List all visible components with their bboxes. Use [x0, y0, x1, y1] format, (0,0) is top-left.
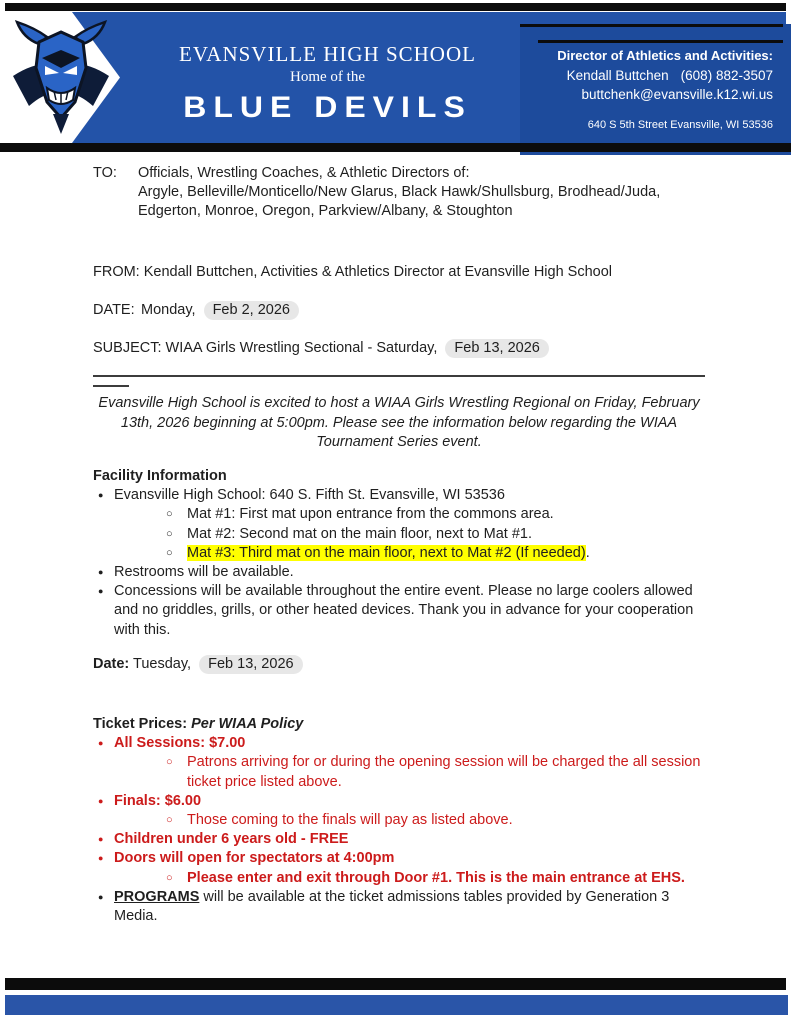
from-text: Kendall Buttchen, Activities & Athletics Director at Evansville High School — [143, 263, 613, 280]
children-free: Children under 6 years old - FREE — [114, 831, 349, 848]
footer-blue-bar — [5, 995, 788, 1015]
to-line: Argyle, Belleville/Monticello/New Glarus, Black Hawk/Shullsburg, Brodhead/Juda, — [138, 184, 661, 201]
date-chip[interactable]: Feb 2, 2026 — [204, 301, 299, 320]
subject-row — [93, 339, 705, 358]
bullet-icon: ● — [98, 586, 104, 597]
banner-center-text — [135, 42, 520, 126]
school-name: EVANSVILLE HIGH SCHOOL — [179, 42, 476, 66]
intro-line: Tournament Series event. — [316, 433, 482, 450]
contact-email: buttchenk@evansville.k12.wi.us — [581, 87, 773, 102]
date-row — [93, 301, 705, 320]
event-date-label: Date: — [93, 655, 130, 672]
decorative-line-2 — [538, 40, 783, 43]
date-chip[interactable]: Feb 13, 2026 — [445, 339, 548, 358]
event-date-prefix: Tuesday, — [133, 655, 192, 672]
date-prefix: Monday, — [141, 302, 196, 318]
tickets-policy: Per WIAA Policy — [191, 716, 304, 733]
to-label: TO: — [93, 165, 117, 181]
list-item — [93, 505, 705, 524]
to-recipients — [138, 164, 698, 222]
contact-title: Director of Athletics and Activities: — [557, 48, 773, 63]
bullet-icon: ● — [98, 567, 104, 578]
mat1-text: Mat #1: First mat upon entrance from the commons area. — [187, 506, 554, 523]
bullet-icon: ● — [98, 795, 104, 806]
list-item — [93, 888, 705, 926]
list-item — [93, 544, 705, 563]
tickets-heading-label: Ticket Prices: — [93, 716, 188, 733]
list-item — [93, 830, 705, 849]
list-item — [93, 753, 705, 791]
date-chip[interactable]: Feb 13, 2026 — [199, 655, 302, 674]
contact-name-phone — [493, 68, 773, 83]
mat2-text: Mat #2: Second mat on the main floor, next to Mat #1. — [187, 525, 532, 542]
memo-body — [93, 158, 705, 926]
list-item — [93, 525, 705, 544]
from-label: FROM: — [93, 263, 140, 280]
programs-label: PROGRAMS — [114, 888, 200, 905]
to-line: Edgerton, Monroe, Oregon, Parkview/Albany, & Stoughton — [138, 203, 513, 220]
facility-address: Evansville High School: 640 S. Fifth St. Evansville, WI 53536 — [114, 487, 505, 504]
intro-paragraph — [93, 394, 705, 452]
list-item — [93, 811, 705, 830]
divider-rule — [93, 375, 705, 377]
all-sessions-price: All Sessions: $7.00 — [114, 735, 246, 752]
mat3-highlighted-text: Mat #3: Third mat on the main floor, next to Mat #2 (If needed) — [187, 544, 586, 561]
school-tagline: Home of the — [290, 69, 365, 85]
contact-name: Kendall Buttchen — [566, 68, 669, 83]
bullet-icon: ● — [98, 738, 104, 749]
restrooms-text: Restrooms will be available. — [114, 564, 294, 581]
doors-note: Please enter and exit through Door #1. This is the main entrance at EHS. — [187, 869, 685, 886]
list-item — [93, 869, 705, 888]
circle-bullet-icon: ○ — [166, 527, 173, 540]
circle-bullet-icon: ○ — [166, 508, 173, 521]
bullet-icon: ● — [98, 490, 104, 501]
bullet-icon: ● — [98, 834, 104, 845]
list-item — [93, 734, 705, 753]
facility-heading: Facility Information — [93, 468, 227, 485]
finals-price: Finals: $6.00 — [114, 792, 202, 809]
to-row — [93, 158, 705, 241]
decorative-line-1 — [520, 24, 783, 27]
team-name: BLUE DEVILS — [183, 90, 472, 124]
programs-text: will be available at the ticket admissions tables provided by Generation 3 Media. — [114, 888, 670, 925]
doors-open: Doors will open for spectators at 4:00pm — [114, 850, 395, 867]
contact-block — [493, 48, 773, 131]
list-item — [93, 849, 705, 868]
circle-bullet-icon: ○ — [166, 756, 173, 769]
date-label: DATE: — [93, 302, 135, 318]
tickets-heading — [93, 715, 705, 734]
finals-note: Those coming to the finals will pay as listed above. — [187, 812, 513, 829]
intro-line: 13th, 2026 beginning at 5:00pm. Please see the information below regarding the WIAA — [120, 414, 678, 431]
header-bottom-bar — [0, 143, 791, 152]
footer-black-bar — [5, 978, 786, 990]
concessions-text: Concessions will be available throughout the entire event. Please no large coolers allowed and no griddles, grills, or other heated devices. Thank you in advance for your cooperation with this. — [114, 583, 694, 638]
mat3-suffix: . — [585, 544, 590, 561]
subject-text: WIAA Girls Wrestling Sectional - Saturday, — [165, 340, 438, 357]
divider-rule-short — [93, 385, 129, 387]
bullet-icon: ● — [98, 891, 104, 902]
top-black-bar — [5, 3, 786, 11]
all-sessions-note: Patrons arriving for or during the opening session will be charged the all session ticket price listed above. — [187, 754, 701, 790]
intro-line: Evansville High School is excited to host a WIAA Girls Wrestling Regional on Friday, February — [98, 395, 700, 412]
circle-bullet-icon: ○ — [166, 546, 173, 559]
from-row — [93, 263, 705, 282]
circle-bullet-icon: ○ — [166, 814, 173, 827]
list-item — [93, 792, 705, 811]
subject-label: SUBJECT: — [93, 340, 162, 357]
bullet-icon: ● — [98, 853, 104, 864]
list-item — [93, 486, 705, 505]
contact-phone: (608) 882-3507 — [680, 68, 773, 83]
to-line: Officials, Wrestling Coaches, & Athletic Directors of: — [138, 165, 470, 181]
event-date-row — [93, 655, 705, 674]
contact-address: 640 S 5th Street Evansville, WI 53536 — [587, 119, 773, 131]
blue-devil-logo — [5, 12, 125, 143]
circle-bullet-icon: ○ — [166, 871, 173, 884]
list-item — [93, 563, 705, 582]
list-item — [93, 582, 705, 640]
